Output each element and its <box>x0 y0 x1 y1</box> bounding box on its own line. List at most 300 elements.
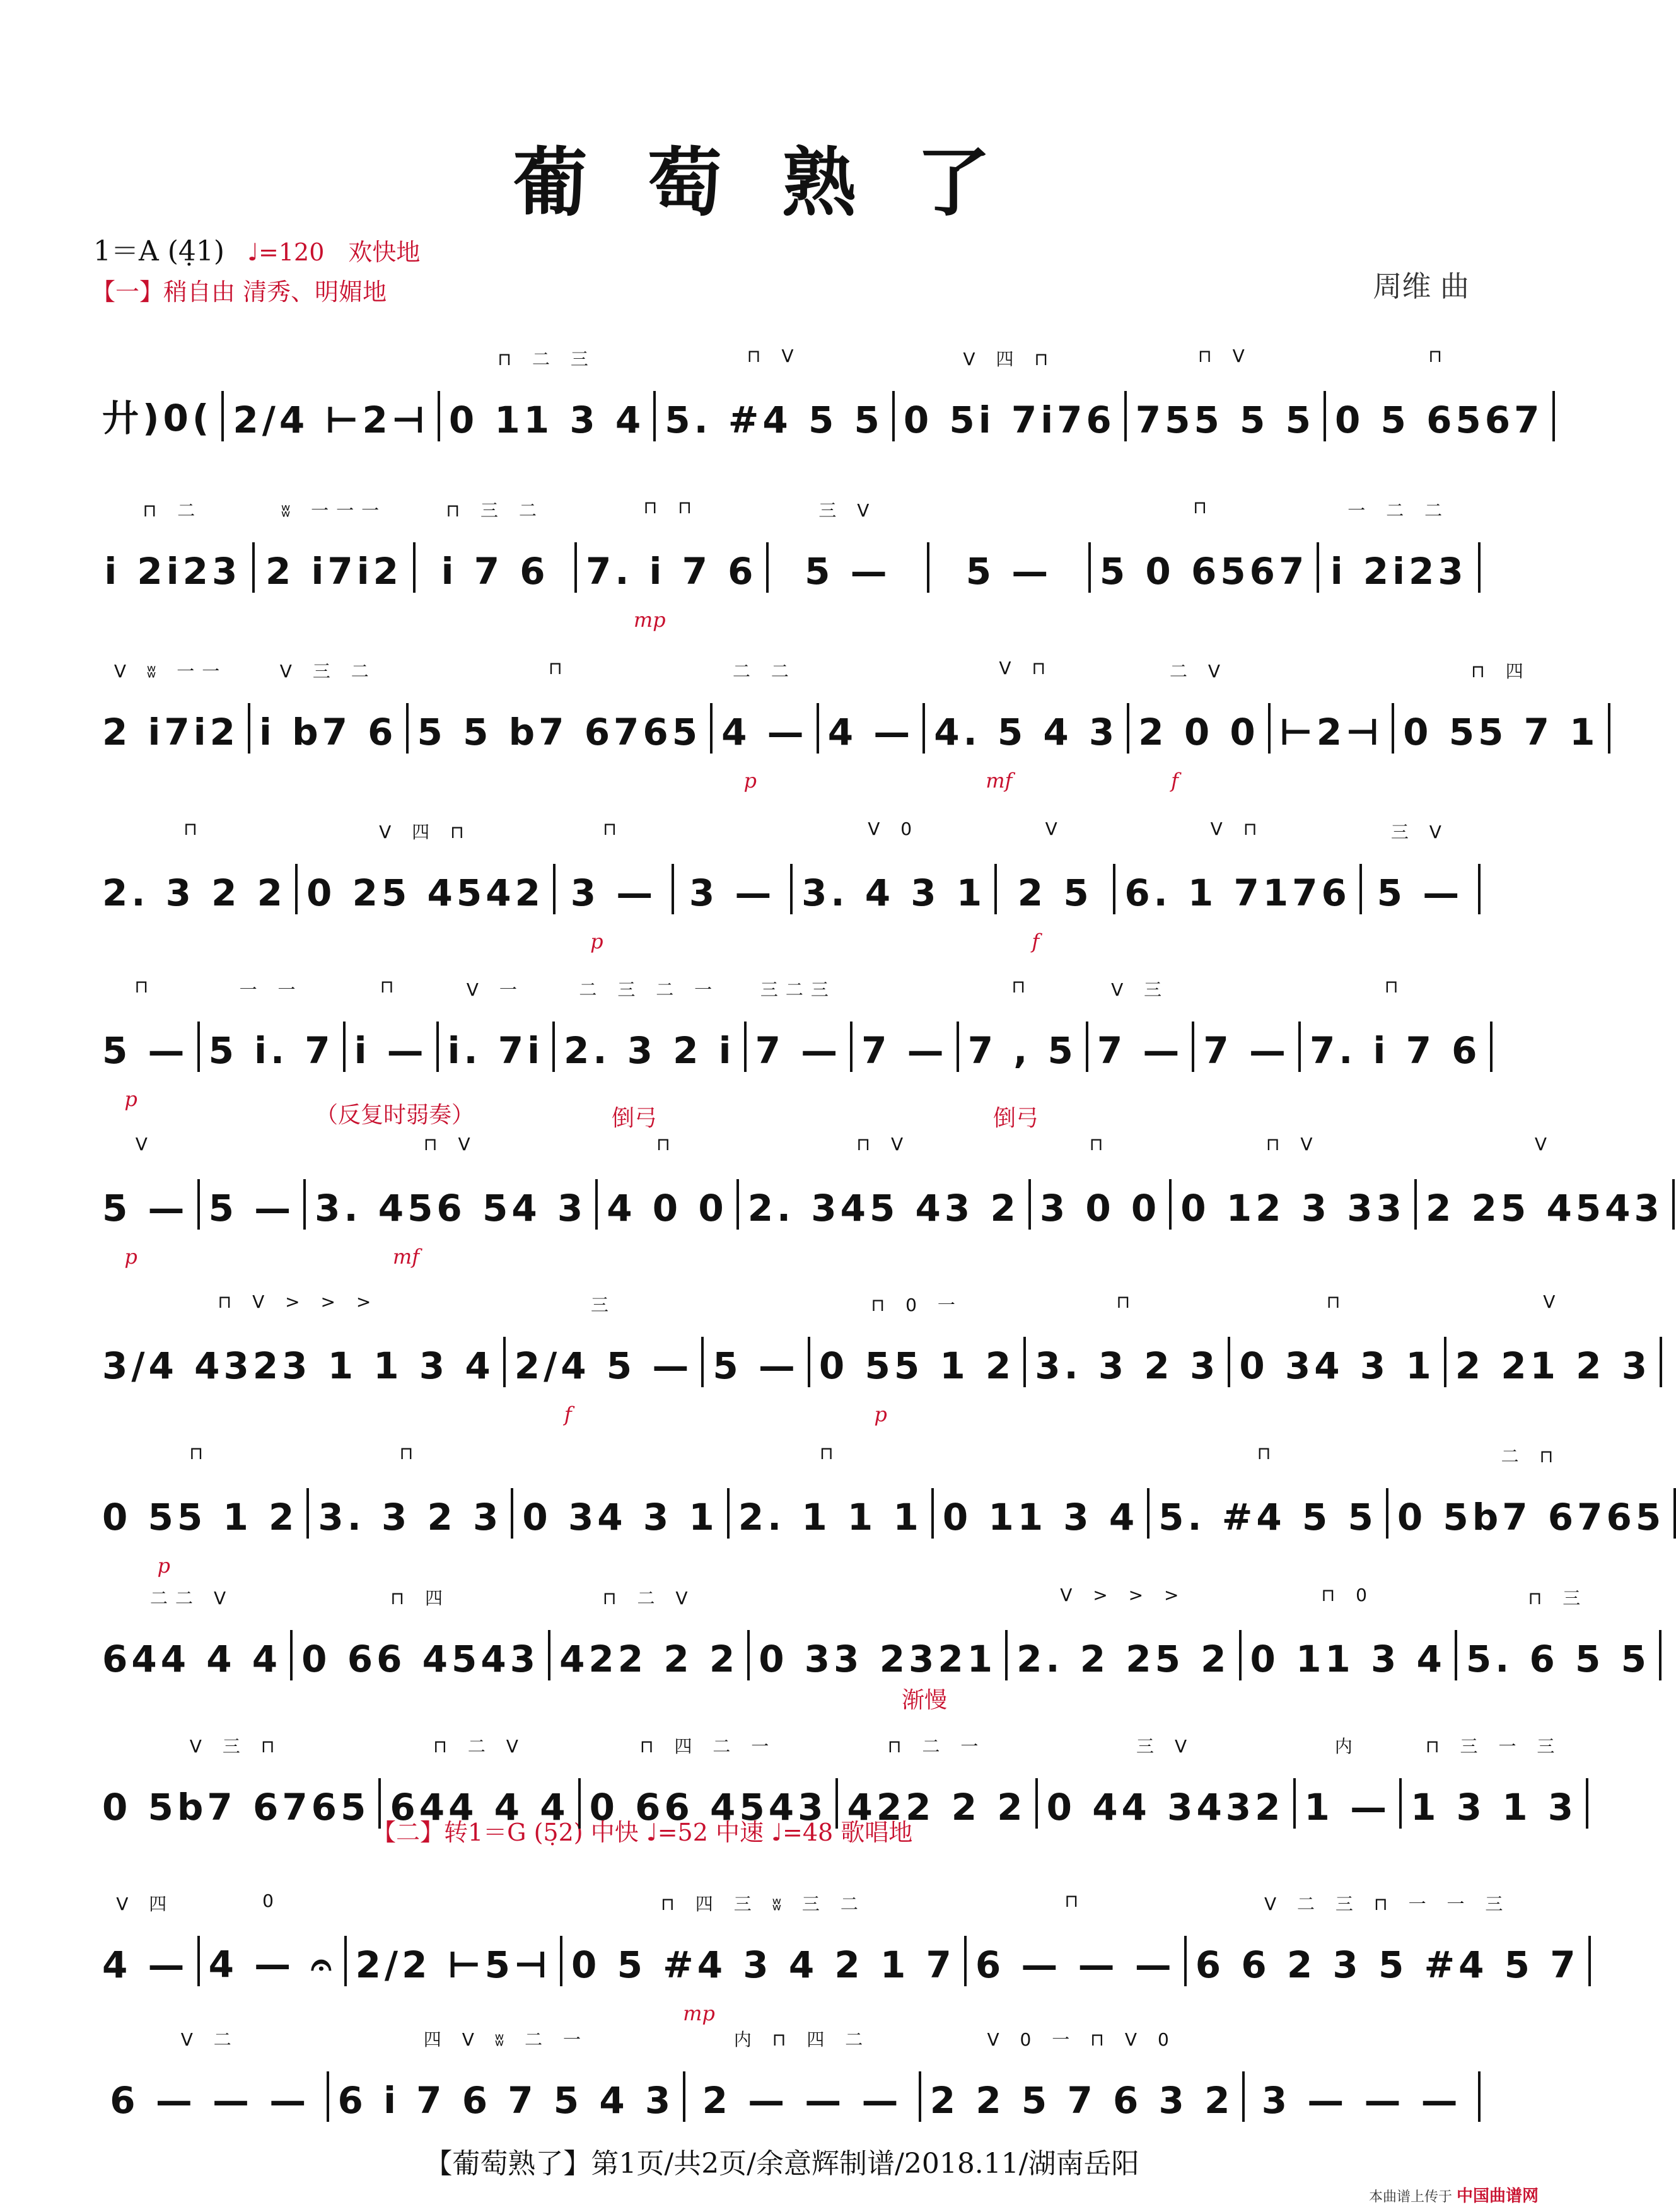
score-title: 葡萄熟了 <box>513 139 1050 226</box>
measure <box>200 1179 306 1230</box>
measure <box>713 661 819 793</box>
measure-notes: 7 , 5 <box>967 1029 1077 1072</box>
measure-notes: 0 5i 7i76 <box>903 399 1115 441</box>
measure-notes: 7 — <box>861 1029 948 1072</box>
measure <box>793 818 997 914</box>
measure-notes: 2 i7i2 <box>102 711 240 754</box>
mood-marking: 欢快地 <box>348 238 421 266</box>
measure-notes: 0 55 7 1 <box>1403 711 1599 754</box>
measure-notes: 4 0 0 <box>607 1187 728 1230</box>
measure <box>1115 818 1362 914</box>
measure-notes: 0 5 6567 <box>1334 399 1544 441</box>
measure <box>704 1337 810 1387</box>
measure-notes: 0 11 3 4 <box>942 1496 1139 1539</box>
dynamic-marking: f <box>1032 929 1040 953</box>
measure <box>416 500 577 593</box>
bowing-marks: ⊓ <box>656 1134 678 1155</box>
measure <box>1446 1291 1662 1387</box>
bowing-marks: V 四 ⊓ <box>379 822 472 842</box>
measure <box>93 1736 381 1829</box>
measure-notes: 5 5 b7 6765 <box>417 711 702 754</box>
measure-notes: 2 25 4543 <box>1426 1187 1663 1230</box>
measure-notes: 2. 1 1 1 <box>738 1496 922 1539</box>
measure <box>819 703 926 754</box>
measure <box>250 661 409 754</box>
measure-notes: 3. 3 2 3 <box>1035 1344 1219 1387</box>
measure <box>439 979 555 1072</box>
score-row <box>93 2029 1481 2128</box>
measure <box>959 976 1088 1072</box>
bowing-marks: ⊓ V <box>1266 1134 1320 1155</box>
measure-notes: 6 i 7 6 7 5 4 3 <box>337 2079 675 2122</box>
bowing-marks: ⊓ <box>380 976 402 997</box>
measure-notes: 2 i7i2 <box>265 550 402 593</box>
measure <box>1362 822 1481 914</box>
measure-notes: 6 — — — <box>975 1943 1175 1986</box>
bowing-marks: V 0 一 ⊓ V 0 <box>987 2029 1177 2050</box>
measure <box>581 1736 839 1829</box>
measure-notes: 7. i 7 6 <box>1309 1029 1481 1072</box>
measure <box>997 818 1115 953</box>
measure-notes: 7 — <box>1203 1029 1289 1072</box>
measure <box>93 1443 309 1578</box>
measure-notes: i 7 6 <box>441 550 549 593</box>
bowing-marks: V <box>1534 1134 1555 1155</box>
bowing-marks: ⊓ ⊓ <box>643 497 700 518</box>
measure-notes: 644 4 4 <box>102 1638 282 1680</box>
measure-notes: 0 34 3 1 <box>522 1496 718 1539</box>
dynamic-marking: mp <box>683 2001 715 2025</box>
measure <box>224 391 439 441</box>
measure-notes: 5 — <box>713 1344 799 1387</box>
measure <box>674 864 793 914</box>
bowing-marks: ⊓ 二 一 <box>887 1736 986 1757</box>
measure-notes: 0 55 1 2 <box>102 1496 298 1539</box>
measure <box>1457 1588 1661 1680</box>
bowing-marks: ⊓ <box>1384 976 1406 997</box>
bowing-marks: ⊓ <box>1089 1134 1111 1155</box>
measure-notes: 3/4 4323 1 1 3 4 <box>102 1344 494 1387</box>
score-row-measures <box>93 1443 1665 1578</box>
score-row-measures <box>93 1585 1650 1680</box>
measure <box>1038 1736 1296 1829</box>
score-row-measures <box>93 976 1481 1111</box>
measure-notes: 2 2 5 7 6 3 2 <box>929 2079 1234 2122</box>
measure <box>1271 703 1394 754</box>
measure-notes: 5 — <box>965 550 1052 593</box>
bowing-marks: ⊓ V <box>1197 346 1252 366</box>
bowing-marks: ⊓ <box>399 1443 421 1464</box>
bowing-marks: 二 V <box>1170 661 1228 682</box>
measure <box>810 1295 1026 1426</box>
measure <box>1296 1736 1402 1829</box>
measure-notes: 4 — <box>827 711 914 754</box>
composer-credit: 周维 曲 <box>1373 269 1469 303</box>
bowing-marks: ⊓ <box>189 1443 211 1464</box>
bowing-marks: ⊓ <box>1428 346 1450 366</box>
measure <box>577 497 769 632</box>
bowing-marks: ⊓ V <box>747 346 801 366</box>
bowing-marks: ⊓ V <box>856 1134 911 1155</box>
bowing-marks: 二 ⊓ <box>1501 1446 1561 1467</box>
bowing-marks: 0 <box>262 1890 281 1911</box>
bowing-marks: ⊓ 四 <box>1470 661 1531 682</box>
tempo-marking: ♩=120 <box>247 238 325 266</box>
measure <box>93 2029 329 2122</box>
measure <box>513 1488 729 1539</box>
bowing-marks: V <box>1543 1291 1563 1312</box>
bowing-marks: ⊓ 0 一 <box>871 1295 963 1315</box>
dynamic-marking: p <box>157 1554 170 1578</box>
score-row <box>93 818 1481 953</box>
reverse-bow-note-2: 倒弓 <box>993 1105 1039 1131</box>
bowing-marks: V 0 <box>868 818 920 839</box>
measure-notes: 0 34 3 1 <box>1239 1344 1435 1387</box>
measure <box>1129 661 1270 793</box>
bowing-marks: 三 V <box>1136 1736 1195 1757</box>
measure-notes: 1 — <box>1304 1786 1391 1829</box>
score-row-measures <box>93 1890 1580 2025</box>
bowing-marks: ⊓ 二 三 <box>498 349 596 370</box>
bowing-marks: ⊓ <box>548 658 570 678</box>
bowing-marks: 内 ⊓ 四 二 <box>733 2029 871 2050</box>
score-row <box>93 1585 1650 1687</box>
score-row <box>93 497 1481 632</box>
measure <box>555 979 747 1072</box>
measure-notes: 644 4 4 <box>390 1786 569 1829</box>
bowing-marks: ⊓ <box>1257 1443 1279 1464</box>
measure <box>200 979 346 1072</box>
measure-notes: 5. #4 5 5 <box>665 399 883 441</box>
measure-notes: ⊢2⊣ <box>1279 711 1383 754</box>
measure-notes: 0 5b7 6765 <box>102 1786 370 1829</box>
measure <box>93 818 298 914</box>
bowing-marks: ⊓ 三 一 三 <box>1425 1736 1563 1757</box>
measure <box>934 1488 1149 1539</box>
measure-notes: 6 6 2 3 5 #4 5 7 <box>1195 1943 1580 1986</box>
bowing-marks: 三 <box>591 1295 617 1315</box>
measure-notes: 6. 1 7176 <box>1124 871 1351 914</box>
measure-notes: i 2i23 <box>1330 550 1467 593</box>
measure-notes: 1 3 1 3 <box>1411 1786 1578 1829</box>
measure-notes: 5. #4 5 5 <box>1158 1496 1377 1539</box>
measure-notes: 2/2 ⊢5⊣ <box>355 1943 552 1986</box>
measure <box>1245 2071 1481 2122</box>
measure-notes: 5 — <box>102 1187 189 1230</box>
bowing-marks: V <box>135 1134 155 1155</box>
bowing-marks: ⊓ <box>1326 1291 1348 1312</box>
measure-notes: 5 — <box>102 1029 189 1072</box>
bowing-marks: ⊓ <box>819 1443 841 1464</box>
measure <box>747 979 853 1072</box>
measure-notes: 2/4 5 — <box>514 1344 693 1387</box>
section-one-label: 【一】稍自由 清秀、明媚地 <box>91 278 387 306</box>
measure <box>409 658 713 754</box>
measure <box>1172 1134 1417 1230</box>
score-row-measures <box>93 658 1599 793</box>
measure <box>347 1936 562 1986</box>
measure <box>1417 1134 1675 1230</box>
measure <box>93 661 250 754</box>
measure <box>598 1134 738 1230</box>
dynamic-marking: mf <box>986 769 1013 793</box>
measure <box>93 391 224 441</box>
bowing-marks: ⊓ <box>183 818 205 839</box>
measure-notes: 0 55 1 2 <box>818 1344 1015 1387</box>
measure <box>769 500 930 593</box>
measure-notes: 4. 5 4 3 <box>934 711 1119 754</box>
measure-notes: 3. 4 3 1 <box>801 871 986 914</box>
measure-notes: 5 i. 7 <box>208 1029 334 1072</box>
measure <box>1326 346 1555 441</box>
measure-notes: 3 0 0 <box>1039 1187 1161 1230</box>
score-row <box>93 1890 1580 2025</box>
measure-notes: i b7 6 <box>259 711 397 754</box>
measure-notes: 2 0 0 <box>1138 711 1259 754</box>
bowing-marks: ⊓ 四 <box>390 1588 450 1609</box>
measure-notes: 3 — — — <box>1261 2079 1462 2122</box>
score-row-measures <box>93 346 1544 441</box>
measure <box>562 1894 967 2025</box>
measure-notes: 0 66 4543 <box>589 1786 827 1829</box>
measure-notes: 3. 456 54 3 <box>315 1187 587 1230</box>
measure <box>921 2029 1245 2122</box>
bowing-marks: 内 <box>1334 1736 1360 1757</box>
measure-notes: 7. i 7 6 <box>585 550 757 593</box>
bowing-marks: ⊓ <box>1064 1890 1086 1911</box>
bowing-marks: ⊓ <box>1193 497 1215 518</box>
measure <box>440 349 656 441</box>
measure <box>1194 1022 1301 1072</box>
measure <box>550 1588 750 1680</box>
bowing-marks: V > > > <box>1060 1585 1187 1605</box>
measure <box>895 349 1127 441</box>
measure <box>93 1588 293 1680</box>
measure <box>309 1443 513 1539</box>
measure-notes: 4 — <box>102 1943 189 1986</box>
measure-notes: 0 66 4543 <box>301 1638 540 1680</box>
measure <box>1230 1291 1446 1387</box>
measure <box>739 1134 1031 1230</box>
measure-notes: 0 11 3 4 <box>448 399 645 441</box>
measure-notes: 4 — 𝄐 <box>208 1943 335 1986</box>
bowing-marks: ⊓ 二 V <box>602 1588 695 1609</box>
measure-notes: 2 5 <box>1017 871 1093 914</box>
bowing-marks: V 二 <box>180 2029 239 2050</box>
measure <box>556 818 674 953</box>
measure-notes: 7 — <box>755 1029 842 1072</box>
score-row-measures <box>93 818 1481 953</box>
measure-notes: 0 44 3432 <box>1046 1786 1284 1829</box>
measure <box>93 1134 200 1269</box>
bowing-marks: V 一 <box>466 979 525 1000</box>
bowing-marks: ⊓ <box>1011 976 1033 997</box>
measure <box>1008 1585 1241 1680</box>
measure <box>306 1134 598 1269</box>
key-signature: 1＝A (4̣1) <box>93 235 225 267</box>
repeat-soft-note: （反复时弱奏） <box>315 1102 475 1128</box>
bowing-marks: V 二 三 ⊓ 一 一 三 <box>1264 1894 1511 1914</box>
measure <box>1402 1736 1588 1829</box>
bowing-marks: V 三 <box>1111 979 1170 1000</box>
dynamic-marking: p <box>590 929 603 953</box>
section-two-label: 【二】转1＝G (5̣2) 中快 ♩=52 中速 ♩=48 歌唱地 <box>372 1819 913 1846</box>
measure-notes: 2/4 ⊢2⊣ <box>233 399 429 441</box>
measure-notes: 0 12 3 33 <box>1180 1187 1405 1230</box>
measure <box>381 1736 580 1829</box>
measure <box>329 2029 686 2122</box>
score-row <box>93 1134 1663 1269</box>
bowing-marks: ⊓ 四 二 一 <box>639 1736 777 1757</box>
bowing-marks: ⊓ 三 <box>1528 1588 1588 1609</box>
measure-notes: 3 — <box>689 871 776 914</box>
site-brand: 中国曲谱网 <box>1456 2187 1539 2206</box>
measure <box>929 542 1091 593</box>
measure <box>200 1890 347 1986</box>
dynamic-marking: p <box>124 1245 137 1269</box>
measure-notes: 422 2 2 <box>847 1786 1027 1829</box>
bowing-marks: ⊓ V <box>423 1134 478 1155</box>
measure <box>1394 661 1610 754</box>
measure <box>93 976 200 1111</box>
bowing-marks: ⊓ 二 V <box>433 1736 526 1757</box>
measure-notes: 0 11 3 4 <box>1250 1638 1446 1680</box>
dynamic-marking: f <box>1171 769 1178 793</box>
page-footer: 【葡萄熟了】第1页/共2页/余意辉制谱/2018.11/湖南岳阳 <box>424 2148 1139 2180</box>
measure-notes: 5 — <box>1376 871 1464 914</box>
bowing-marks: ʬ 一一一 <box>281 500 387 521</box>
measure <box>506 1295 704 1426</box>
bowing-marks: V ⊓ <box>1210 818 1265 839</box>
measure <box>1026 1291 1230 1387</box>
upload-label: 本曲谱上传于 <box>1368 2189 1452 2205</box>
measure-notes: 5. 6 5 5 <box>1465 1638 1650 1680</box>
bowing-marks: 三二三 <box>760 979 836 1000</box>
bowing-marks: ⊓ 0 <box>1321 1585 1375 1605</box>
measure-notes: 0 25 4542 <box>306 871 544 914</box>
measure <box>730 1443 934 1539</box>
measure <box>346 976 439 1072</box>
dynamic-marking: p <box>874 1402 887 1426</box>
measure-notes: 5 — <box>208 1187 295 1230</box>
measure-notes: i. 7i <box>447 1029 544 1072</box>
dynamic-marking: mf <box>392 1245 420 1269</box>
bowing-marks: V 四 ⊓ <box>963 349 1056 370</box>
measure-notes: 4 — <box>721 711 808 754</box>
measure <box>93 1291 506 1387</box>
key-tempo-line <box>93 228 420 269</box>
measure-notes: 2 21 2 3 <box>1455 1344 1651 1387</box>
measure <box>93 500 255 593</box>
bowing-marks: ⊓ 二 <box>143 500 203 521</box>
measure-notes: i — <box>354 1029 428 1072</box>
measure-notes: 6 — — — <box>110 2079 310 2122</box>
bowing-marks: ⊓ <box>1116 1291 1138 1312</box>
measure <box>1242 1585 1457 1680</box>
score-row <box>93 1736 1578 1835</box>
measure <box>293 1588 550 1680</box>
measure <box>750 1630 1008 1680</box>
measure <box>1388 1446 1676 1539</box>
score-row <box>93 1443 1665 1578</box>
measure <box>853 1022 959 1072</box>
measure-notes: 755 5 5 <box>1135 399 1315 441</box>
measure-notes: 3 — <box>570 871 657 914</box>
measure-notes: 422 2 2 <box>559 1638 739 1680</box>
score-row-measures <box>93 2029 1481 2122</box>
bowing-marks: ⊓ 三 二 <box>446 500 544 521</box>
measure <box>925 658 1129 793</box>
measure <box>1091 497 1320 593</box>
bowing-marks: ⊓ <box>134 976 156 997</box>
measure-notes: 2. 3 2 i <box>564 1029 735 1072</box>
bowing-marks: 一 二 二 <box>1347 500 1450 521</box>
measure-notes: 廾)0( <box>102 397 213 439</box>
measure <box>838 1736 1037 1829</box>
score-row-measures <box>93 497 1481 632</box>
measure-notes: 5 0 6567 <box>1099 550 1308 593</box>
score-row <box>93 1291 1651 1426</box>
bowing-marks: 一 一 <box>239 979 303 1000</box>
dynamic-marking: mp <box>633 608 666 632</box>
bowing-marks: 二 二 <box>732 661 796 682</box>
measure-notes: 5 — <box>805 550 891 593</box>
bowing-marks: V 四 <box>116 1894 175 1914</box>
bowing-marks: V ⊓ <box>999 658 1054 678</box>
measure-notes: i 2i23 <box>104 550 242 593</box>
measure-notes: 2. 2 25 2 <box>1016 1638 1230 1680</box>
measure-notes: 2. 345 43 2 <box>747 1187 1020 1230</box>
score-row <box>93 976 1481 1111</box>
score-row-measures <box>93 1291 1651 1426</box>
dynamic-marking: f <box>564 1402 572 1426</box>
measure-notes: 0 5 #4 3 4 2 1 7 <box>571 1943 955 1986</box>
measure-notes: 2. 3 2 2 <box>102 871 287 914</box>
bowing-marks: 三 V <box>1390 822 1449 842</box>
measure <box>1088 979 1195 1072</box>
bowing-marks: V 三 ⊓ <box>189 1736 282 1757</box>
bowing-marks: ⊓ V > > > <box>218 1291 379 1312</box>
measure <box>1319 500 1481 593</box>
measure <box>656 346 895 441</box>
measure <box>1149 1443 1388 1539</box>
bowing-marks: 二二 V <box>150 1588 234 1609</box>
measure <box>1031 1134 1172 1230</box>
dynamic-marking: p <box>124 1087 137 1111</box>
bowing-marks: V 三 二 <box>279 661 376 682</box>
measure <box>255 500 416 593</box>
gradually-slow-note: 渐慢 <box>902 1687 948 1713</box>
measure <box>1187 1894 1591 1986</box>
measure <box>967 1890 1187 1986</box>
dynamic-marking: p <box>743 769 757 793</box>
bowing-marks: ⊓ <box>603 818 624 839</box>
score-row-measures <box>93 1736 1578 1829</box>
score-row <box>93 658 1599 793</box>
measure <box>1127 346 1326 441</box>
reverse-bow-note-1: 倒弓 <box>612 1105 658 1131</box>
bowing-marks: V ʬ 一一 <box>113 661 228 682</box>
measure-notes: 3. 3 2 3 <box>318 1496 503 1539</box>
bowing-marks: V <box>1045 818 1065 839</box>
bowing-marks: 四 V ʬ 二 一 <box>423 2029 588 2050</box>
bowing-marks: ⊓ 四 三 ʬ 三 二 <box>661 1894 866 1914</box>
measure <box>298 822 556 914</box>
score-row <box>93 346 1544 448</box>
measure <box>1301 976 1493 1072</box>
bowing-marks: 三 V <box>818 500 877 521</box>
bowing-marks: 二 三 二 一 <box>579 979 720 1000</box>
